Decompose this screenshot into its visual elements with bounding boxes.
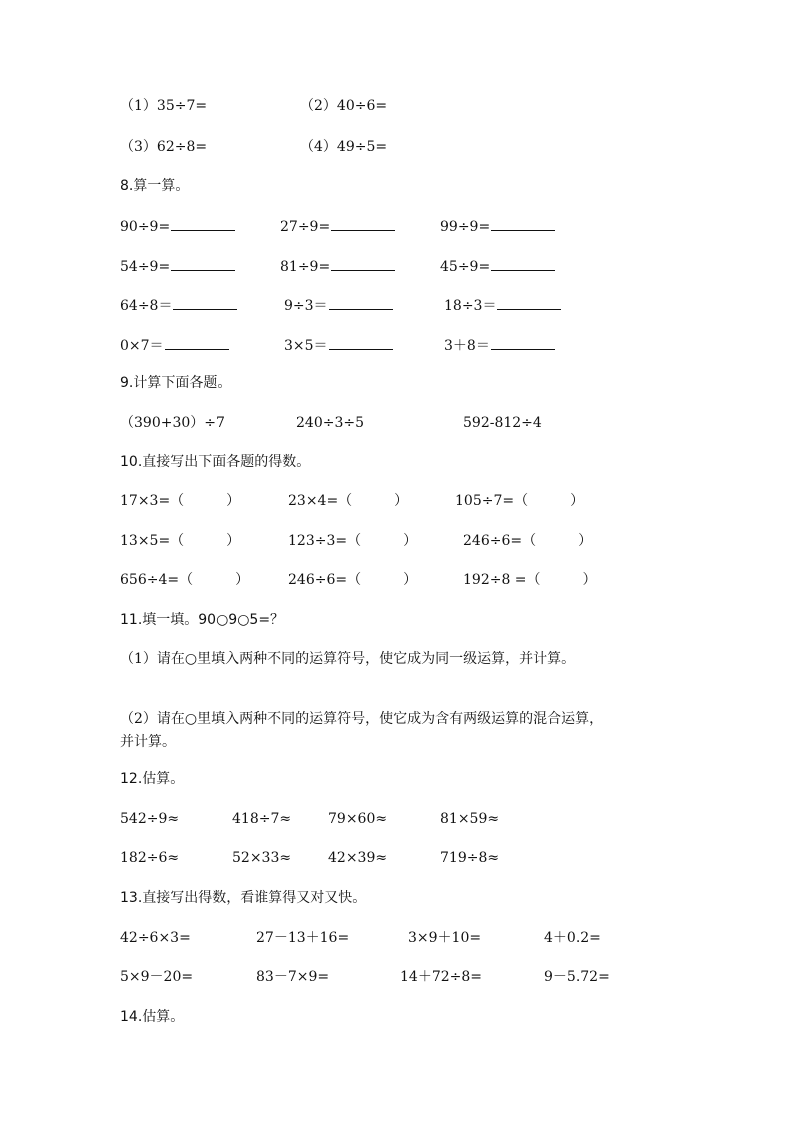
q9-item-1: （390+30）÷7 xyxy=(120,415,225,431)
q13-r2-c4: 9－5.72= xyxy=(544,969,610,985)
q7-item-4: （4）49÷5= xyxy=(300,139,388,155)
q7-item-2: （2）40÷6= xyxy=(300,98,388,114)
q10-r3-c3: 192÷8 =（ ） xyxy=(463,572,597,588)
q13-r1-c1: 42÷6×3= xyxy=(120,930,191,946)
q7-item-1: （1）35÷7= xyxy=(120,98,208,114)
q12-r1-c2: 418÷7≈ xyxy=(232,811,292,827)
q10-r2-c1: 13×5=（ ） xyxy=(120,533,241,549)
q12-r1-c1: 542÷9≈ xyxy=(120,811,180,827)
q8-r3-c1: 64÷8＝ xyxy=(120,295,237,315)
q8-r1-c2: 27÷9= xyxy=(280,216,395,236)
q10-title: 10.直接写出下面各题的得数。 xyxy=(120,454,311,470)
q8-r2-c2: 81÷9= xyxy=(280,256,395,276)
q10-r3-c1: 656÷4=（ ） xyxy=(120,572,250,588)
q12-r2-c4: 719÷8≈ xyxy=(440,850,500,866)
q11-part-2-line-1: （2）请在○里填入两种不同的运算符号，使它成为含有两级运算的混合运算， xyxy=(120,711,604,727)
q10-r1-c3: 105÷7=（ ） xyxy=(455,493,585,509)
q8-r4-c1: 0×7＝ xyxy=(120,335,229,355)
q12-r1-c4: 81×59≈ xyxy=(440,811,500,827)
answer-blank[interactable] xyxy=(331,256,395,271)
answer-blank[interactable] xyxy=(173,295,237,310)
q9-title: 9.计算下面各题。 xyxy=(120,375,232,391)
q12-r2-c2: 52×33≈ xyxy=(232,850,292,866)
q12-r2-c3: 42×39≈ xyxy=(328,850,388,866)
answer-blank[interactable] xyxy=(329,335,393,350)
answer-blank[interactable] xyxy=(491,216,555,231)
answer-blank[interactable] xyxy=(331,216,395,231)
q10-r3-c2: 246÷6=（ ） xyxy=(288,572,418,588)
q13-r1-c3: 3×9＋10= xyxy=(408,930,482,946)
q13-title: 13.直接写出得数，看谁算得又对又快。 xyxy=(120,890,367,906)
q13-r2-c1: 5×9－20= xyxy=(120,969,194,985)
answer-blank[interactable] xyxy=(491,256,555,271)
q10-r1-c2: 23×4=（ ） xyxy=(288,493,409,509)
q8-r4-c2: 3×5＝ xyxy=(284,335,393,355)
answer-blank[interactable] xyxy=(165,335,229,350)
answer-blank[interactable] xyxy=(497,295,561,310)
q9-item-3: 592-812÷4 xyxy=(463,415,542,431)
q12-r1-c3: 79×60≈ xyxy=(328,811,388,827)
answer-blank[interactable] xyxy=(329,295,393,310)
q13-r2-c2: 83－7×9= xyxy=(256,969,330,985)
q10-r2-c2: 123÷3=（ ） xyxy=(288,533,418,549)
q13-r1-c4: 4＋0.2= xyxy=(544,930,601,946)
q11-part-1: （1）请在○里填入两种不同的运算符号，使它成为同一级运算，并计算。 xyxy=(120,651,576,667)
answer-blank[interactable] xyxy=(171,216,235,231)
q12-r2-c1: 182÷6≈ xyxy=(120,850,180,866)
q14-title: 14.估算。 xyxy=(120,1009,185,1025)
q13-r1-c2: 27－13＋16= xyxy=(256,930,350,946)
q8-r1-c3: 99÷9= xyxy=(440,216,555,236)
q11-part-2-line-2: 并计算。 xyxy=(120,734,176,750)
answer-blank[interactable] xyxy=(171,256,235,271)
q8-r2-c3: 45÷9= xyxy=(440,256,555,276)
q8-r3-c2: 9÷3＝ xyxy=(284,295,393,315)
q10-r2-c3: 246÷6=（ ） xyxy=(463,533,593,549)
q8-title: 8.算一算。 xyxy=(120,178,190,194)
q8-r3-c3: 18÷3＝ xyxy=(444,295,561,315)
q11-title: 11.填一填。90○9○5=？ xyxy=(120,612,285,628)
q8-r1-c1: 90÷9= xyxy=(120,216,235,236)
q7-item-3: （3）62÷8= xyxy=(120,139,208,155)
q12-title: 12.估算。 xyxy=(120,771,185,787)
q10-r1-c1: 17×3=（ ） xyxy=(120,493,241,509)
q9-item-2: 240÷3÷5 xyxy=(296,415,364,431)
answer-blank[interactable] xyxy=(491,335,555,350)
q13-r2-c3: 14＋72÷8= xyxy=(400,969,482,985)
q8-r4-c3: 3＋8＝ xyxy=(444,335,555,355)
q8-r2-c1: 54÷9= xyxy=(120,256,235,276)
